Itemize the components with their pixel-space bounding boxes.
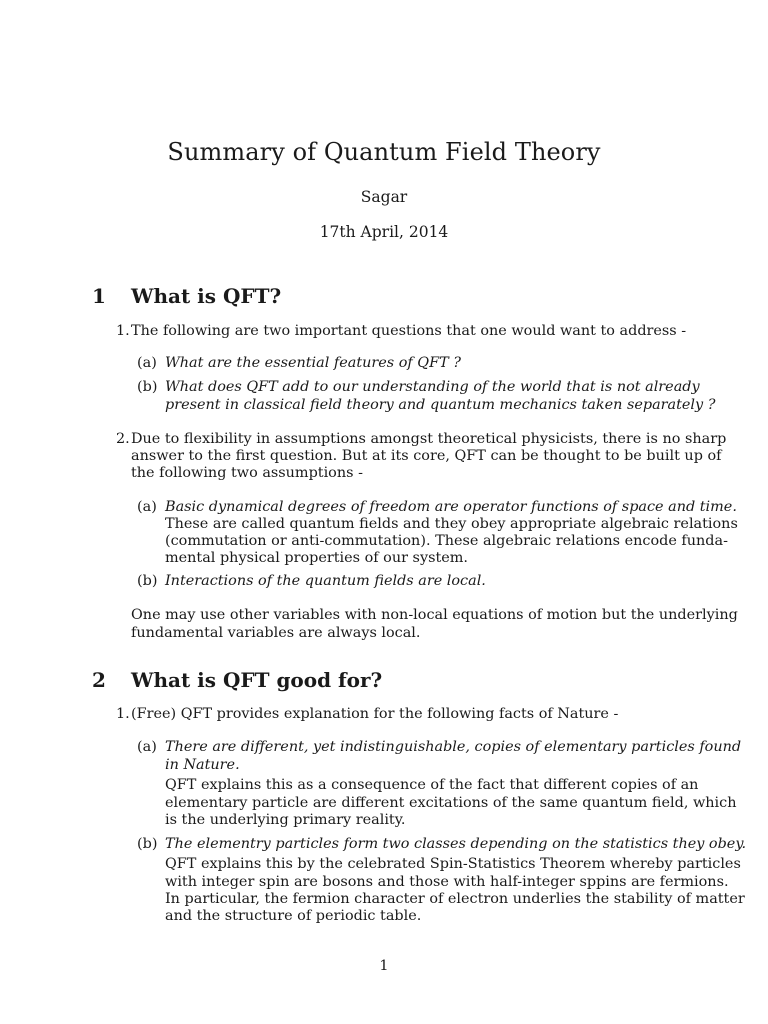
paragraph-line: The following are two important questions that one would want to address - [131, 323, 687, 339]
paragraph-line: in Nature. [165, 757, 240, 773]
paragraph-line: (Free) QFT provides explanation for the following facts of Nature - [131, 706, 619, 722]
paragraph-line: There are different, yet indistinguishable, copies of elementary particles found [165, 739, 742, 755]
paragraph-line: QFT explains this by the celebrated Spin-Statistics Theorem whereby particles [165, 856, 741, 872]
paragraph-line: Due to flexibility in assumptions amongst theoretical physicists, there is no sharp [131, 431, 727, 447]
paragraph-line: These are called quantum fields and they obey appropriate algebraic relations [165, 516, 738, 532]
paragraph-line: QFT explains this as a consequence of the fact that different copies of an [165, 777, 699, 793]
paragraph-line: (commutation or anti-commutation). These algebraic relations encode funda- [165, 533, 728, 549]
paragraph-line: What does QFT add to our understanding of the world that is not already [165, 379, 700, 395]
sublist-marker: (b) [137, 836, 158, 852]
paragraph-line: answer to the first question. But at its core, QFT can be thought to be built up of [131, 448, 722, 464]
list-marker: 2. [116, 431, 130, 447]
paragraph-line: The elementry particles form two classes depending on the statistics they obey. [165, 836, 747, 852]
paragraph-line: Basic dynamical degrees of freedom are operator functions of space and time. [165, 499, 737, 515]
document-title: Summary of Quantum Field Theory [167, 138, 601, 166]
paragraph-line: fundamental variables are always local. [131, 625, 421, 641]
page-number: 1 [379, 958, 389, 974]
sublist-marker: (a) [137, 499, 157, 515]
document-author: Sagar [360, 188, 408, 206]
section-heading-1 [92, 284, 281, 308]
paragraph-line: One may use other variables with non-local equations of motion but the underlying [131, 607, 738, 623]
sublist-marker: (b) [137, 379, 158, 395]
section-number: 1 [92, 284, 106, 308]
paragraph-line: with integer spin are bosons and those with half-integer sppins are fermions. [165, 874, 729, 890]
document-date: 17th April, 2014 [319, 223, 449, 241]
paragraph-line: mental physical properties of our system. [165, 550, 468, 566]
section-heading-2 [92, 668, 382, 692]
section-number: 2 [92, 668, 106, 692]
paragraph-line: What are the essential features of QFT ? [165, 355, 461, 371]
paragraph-line: elementary particle are different excitations of the same quantum field, which [165, 795, 737, 811]
section-title: What is QFT? [131, 284, 282, 308]
paragraph-line: and the structure of periodic table. [165, 908, 422, 924]
paragraph-line: the following two assumptions - [131, 465, 363, 481]
sublist-marker: (a) [137, 739, 157, 755]
paragraph-line: In particular, the fermion character of electron underlies the stability of matter [165, 891, 745, 907]
paragraph-line: Interactions of the quantum fields are local. [165, 573, 486, 589]
paragraph-line: present in classical field theory and quantum mechanics taken separately ? [165, 397, 716, 413]
section-title: What is QFT good for? [131, 668, 383, 692]
paragraph-line: is the underlying primary reality. [165, 812, 406, 828]
list-marker: 1. [116, 323, 130, 339]
sublist-marker: (b) [137, 573, 158, 589]
sublist-marker: (a) [137, 355, 157, 371]
list-marker: 1. [116, 706, 130, 722]
